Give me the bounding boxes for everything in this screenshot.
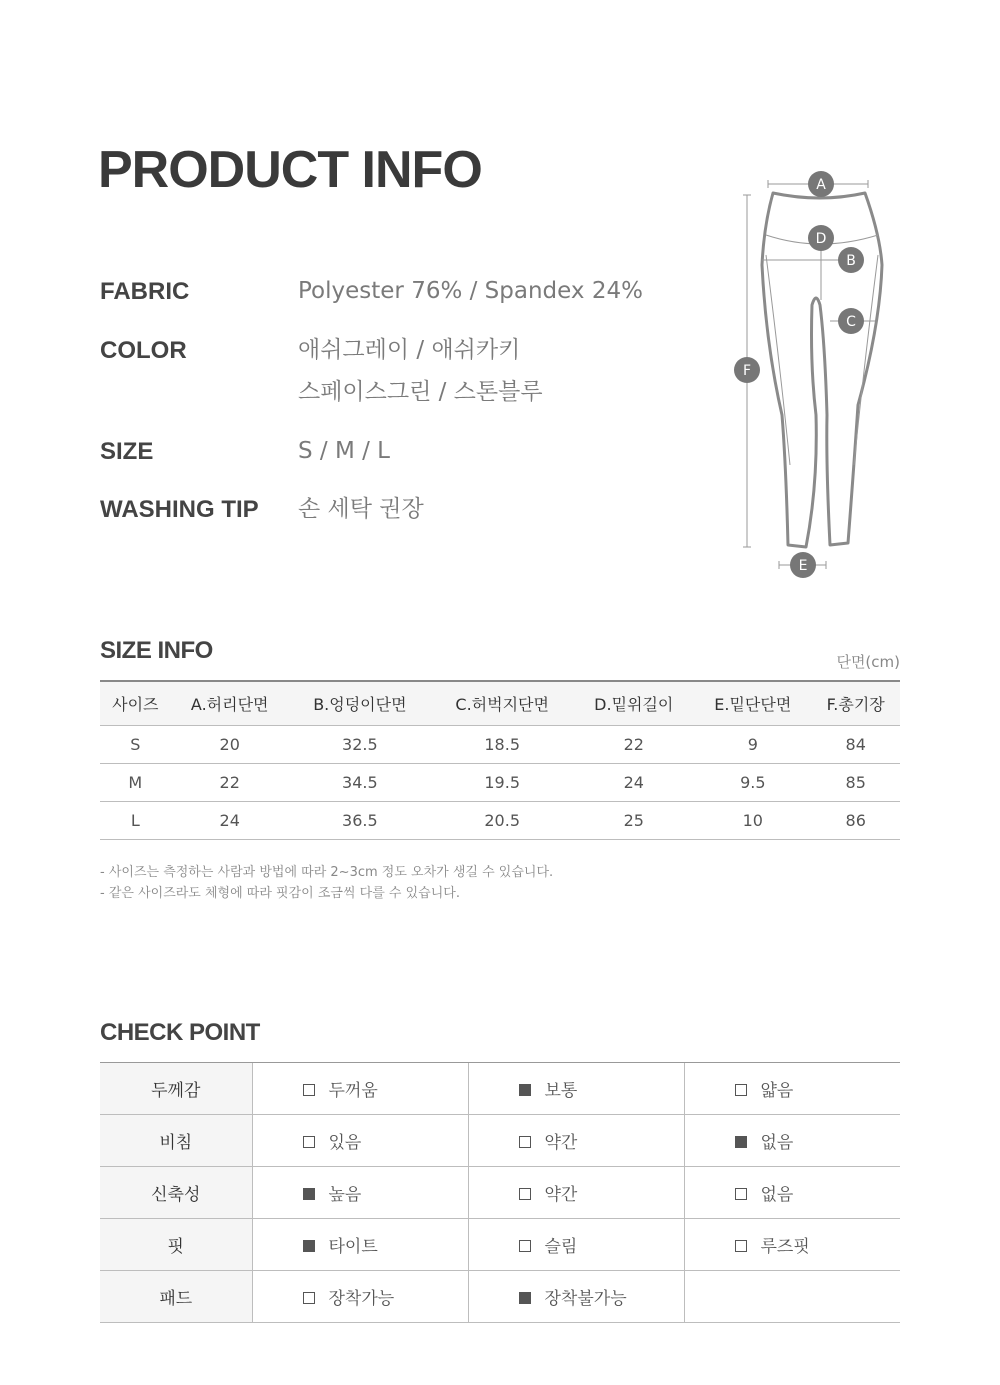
header-waist: A.허리단면 <box>171 681 289 725</box>
washing-value: 손 세탁 권장 <box>298 496 424 522</box>
checkbox-icon <box>519 1188 531 1200</box>
size-info-title: SIZE INFO <box>100 637 213 664</box>
option-text: 두꺼움 <box>328 1081 378 1101</box>
check-option <box>468 1271 684 1323</box>
header-rise: D.밑위길이 <box>573 681 694 725</box>
checkbox-icon <box>303 1292 315 1304</box>
check-option <box>252 1063 468 1115</box>
check-option <box>684 1115 900 1167</box>
size-value: S / M / L <box>298 438 390 464</box>
size-notes <box>100 862 553 904</box>
check-label: 핏 <box>100 1219 252 1271</box>
fabric-value: Polyester 76% / Spandex 24% <box>298 278 643 304</box>
marker-d <box>808 225 834 251</box>
cell-hem: 10 <box>694 801 811 839</box>
check-option <box>252 1115 468 1167</box>
check-option <box>684 1167 900 1219</box>
checkbox-checked-icon <box>735 1136 747 1148</box>
checkbox-icon <box>303 1084 315 1096</box>
check-row-sheerness <box>100 1115 900 1167</box>
size-table <box>100 680 900 840</box>
checkbox-icon <box>735 1188 747 1200</box>
checkbox-icon <box>519 1136 531 1148</box>
cell-waist: 22 <box>171 763 289 801</box>
check-label: 비침 <box>100 1115 252 1167</box>
check-option <box>468 1115 684 1167</box>
info-row-fabric <box>100 278 643 312</box>
marker-f-label: F <box>742 363 752 379</box>
table-row <box>100 801 900 839</box>
header-hem: E.밑단단면 <box>694 681 811 725</box>
leggings-diagram <box>730 165 890 585</box>
size-label: SIZE <box>100 438 154 465</box>
cell-rise: 22 <box>573 725 694 763</box>
check-row-thickness <box>100 1063 900 1115</box>
option-text: 높음 <box>328 1185 362 1205</box>
header-thigh: C.허벅지단면 <box>431 681 573 725</box>
option-text: 없음 <box>760 1133 794 1153</box>
check-option <box>468 1167 684 1219</box>
cell-length: 86 <box>811 801 900 839</box>
check-row-pad <box>100 1271 900 1323</box>
info-row-size <box>100 438 390 472</box>
marker-b-label: B <box>846 253 856 269</box>
cell-thigh: 19.5 <box>431 763 573 801</box>
cell-size: S <box>100 725 171 763</box>
cell-hip: 36.5 <box>289 801 431 839</box>
checkbox-icon <box>735 1240 747 1252</box>
cell-length: 84 <box>811 725 900 763</box>
cell-waist: 24 <box>171 801 289 839</box>
option-text: 약간 <box>544 1133 578 1153</box>
check-option <box>684 1219 900 1271</box>
check-option <box>468 1219 684 1271</box>
check-option <box>252 1219 468 1271</box>
info-row-color <box>100 337 543 413</box>
cell-rise: 25 <box>573 801 694 839</box>
fabric-label: FABRIC <box>100 278 190 305</box>
check-option <box>252 1167 468 1219</box>
marker-e-label: E <box>798 558 808 574</box>
marker-f <box>734 357 760 383</box>
cell-hem: 9.5 <box>694 763 811 801</box>
option-text: 보통 <box>544 1081 578 1101</box>
unit-label: 단면(cm) <box>836 653 900 671</box>
check-option-empty <box>684 1271 900 1323</box>
note-1: - 사이즈는 측정하는 사람과 방법에 따라 2~3cm 정도 오차가 생길 수 있습니다. <box>100 865 554 880</box>
table-row <box>100 763 900 801</box>
check-option <box>252 1271 468 1323</box>
seam-left <box>766 255 790 465</box>
option-text: 장착불가능 <box>544 1289 627 1309</box>
checkbox-checked-icon <box>519 1084 531 1096</box>
option-text: 타이트 <box>328 1237 378 1257</box>
cell-size: M <box>100 763 171 801</box>
marker-c <box>838 308 864 334</box>
color-label: COLOR <box>100 337 187 364</box>
info-row-washing <box>100 496 424 530</box>
checkbox-icon <box>735 1084 747 1096</box>
option-text: 얇음 <box>760 1081 794 1101</box>
check-label: 두께감 <box>100 1063 252 1115</box>
marker-a <box>808 171 834 197</box>
header-hip: B.엉덩이단면 <box>289 681 431 725</box>
check-label: 패드 <box>100 1271 252 1323</box>
cell-thigh: 20.5 <box>431 801 573 839</box>
marker-d-label: D <box>815 231 827 247</box>
seam-right <box>854 255 878 465</box>
cell-hem: 9 <box>694 725 811 763</box>
option-text: 있음 <box>328 1133 362 1153</box>
cell-size: L <box>100 801 171 839</box>
cell-thigh: 18.5 <box>431 725 573 763</box>
checkbox-icon <box>303 1136 315 1148</box>
checkbox-icon <box>519 1240 531 1252</box>
color-value-line1: 애쉬그레이 / 애쉬카키 <box>298 337 521 363</box>
color-value-line2: 스페이스그린 / 스톤블루 <box>298 379 543 405</box>
checkbox-checked-icon <box>303 1188 315 1200</box>
note-2: - 같은 사이즈라도 체형에 따라 핏감이 조금씩 다를 수 있습니다. <box>100 886 460 901</box>
checkbox-checked-icon <box>519 1292 531 1304</box>
marker-c-label: C <box>846 314 856 330</box>
check-option <box>468 1063 684 1115</box>
check-label: 신축성 <box>100 1167 252 1219</box>
header-length: F.총기장 <box>811 681 900 725</box>
option-text: 장착가능 <box>328 1289 395 1309</box>
cell-waist: 20 <box>171 725 289 763</box>
cell-hip: 32.5 <box>289 725 431 763</box>
option-text: 없음 <box>760 1185 794 1205</box>
option-text: 슬림 <box>544 1237 578 1257</box>
marker-a-label: A <box>816 177 826 193</box>
option-text: 루즈핏 <box>760 1237 810 1257</box>
cell-rise: 24 <box>573 763 694 801</box>
option-text: 약간 <box>544 1185 578 1205</box>
marker-b <box>838 247 864 273</box>
check-table <box>100 1062 900 1323</box>
washing-label: WASHING TIP <box>100 496 259 523</box>
check-point-title: CHECK POINT <box>100 1019 260 1046</box>
marker-e <box>790 552 816 578</box>
page-title: PRODUCT INFO <box>98 141 482 199</box>
check-row-fit <box>100 1219 900 1271</box>
table-row <box>100 725 900 763</box>
checkbox-checked-icon <box>303 1240 315 1252</box>
header-size: 사이즈 <box>100 681 171 725</box>
cell-hip: 34.5 <box>289 763 431 801</box>
check-option <box>684 1063 900 1115</box>
check-row-stretch <box>100 1167 900 1219</box>
cell-length: 85 <box>811 763 900 801</box>
size-table-header <box>100 681 900 725</box>
